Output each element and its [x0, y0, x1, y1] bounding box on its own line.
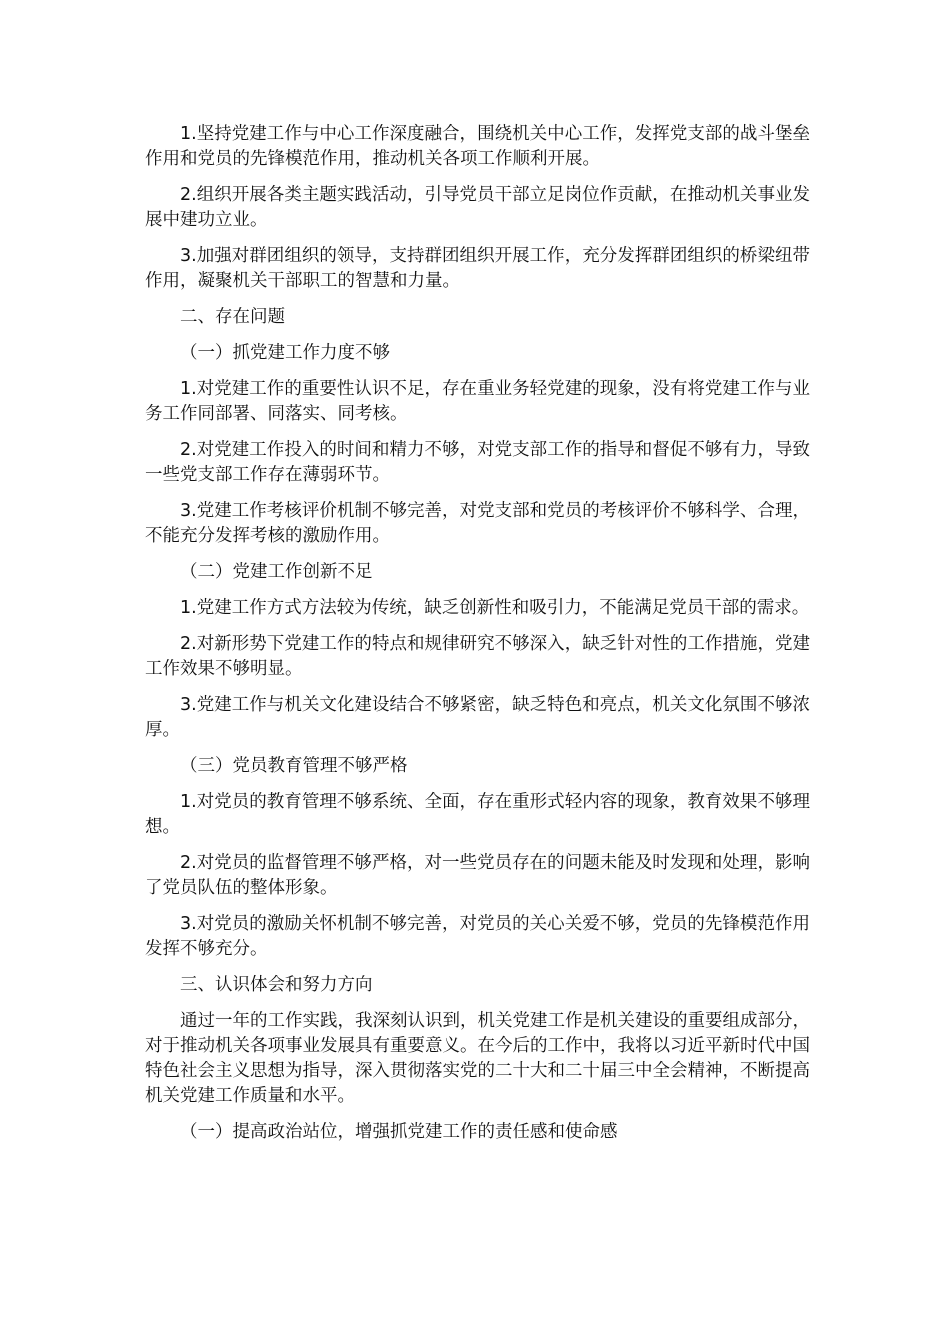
subsection-heading-4: （一）提高政治站位，增强抓党建工作的责任感和使命感 — [180, 1122, 618, 1142]
paragraph-6: 3.党建工作考核评价机制不够完善，对党支部和党员的考核评价不够科学、合理，不能充分发挥考核的激励作用。 — [145, 501, 810, 546]
paragraph-5: 2.对党建工作投入的时间和精力不够，对党支部工作的指导和督促不够有力，导致一些党支部工作存在薄弱环节。 — [145, 440, 810, 485]
paragraph-2: 2.组织开展各类主题实践活动，引导党员干部立足岗位作贡献，在推动机关事业发展中建功立业。 — [145, 185, 810, 230]
paragraph-3: 3.加强对群团组织的领导，支持群团组织开展工作，充分发挥群团组织的桥梁纽带作用，凝聚机关干部职工的智慧和力量。 — [145, 246, 810, 291]
paragraph-12: 3.对党员的激励关怀机制不够完善，对党员的关心关爱不够，党员的先锋模范作用发挥不够充分。 — [145, 914, 810, 959]
paragraph-1: 1.坚持党建工作与中心工作深度融合，围绕机关中心工作，发挥党支部的战斗堡垒作用和党员的先锋模范作用，推动机关各项工作顺利开展。 — [145, 124, 810, 169]
section-heading-reflections: 三、认识体会和努力方向 — [180, 975, 373, 995]
paragraph-9: 3.党建工作与机关文化建设结合不够紧密，缺乏特色和亮点，机关文化氛围不够浓厚。 — [145, 695, 810, 740]
paragraph-7: 1.党建工作方式方法较为传统，缺乏创新性和吸引力，不能满足党员干部的需求。 — [180, 598, 810, 618]
subsection-heading-2: （二）党建工作创新不足 — [180, 562, 373, 582]
subsection-heading-3: （三）党员教育管理不够严格 — [180, 756, 408, 776]
paragraph-11: 2.对党员的监督管理不够严格，对一些党员存在的问题未能及时发现和处理，影响了党员队伍的整体形象。 — [145, 853, 810, 898]
paragraph-8: 2.对新形势下党建工作的特点和规律研究不够深入，缺乏针对性的工作措施，党建工作效果不够明显。 — [145, 634, 810, 679]
subsection-heading-1: （一）抓党建工作力度不够 — [180, 343, 390, 363]
document-body — [145, 122, 810, 1156]
paragraph-13: 通过一年的工作实践，我深刻认识到，机关党建工作是机关建设的重要组成部分，对于推动机关各项事业发展具有重要意义。在今后的工作中，我将以习近平新时代中国特色社会主义思想为指导，深入贯彻落实党的二十大和二十届三中全会精神，不断提高机关党建工作质量和水平。 — [145, 1011, 810, 1106]
section-heading-problems: 二、存在问题 — [180, 307, 285, 327]
paragraph-10: 1.对党员的教育管理不够系统、全面，存在重形式轻内容的现象，教育效果不够理想。 — [145, 792, 810, 837]
paragraph-4: 1.对党建工作的重要性认识不足，存在重业务轻党建的现象，没有将党建工作与业务工作同部署、同落实、同考核。 — [145, 379, 810, 424]
